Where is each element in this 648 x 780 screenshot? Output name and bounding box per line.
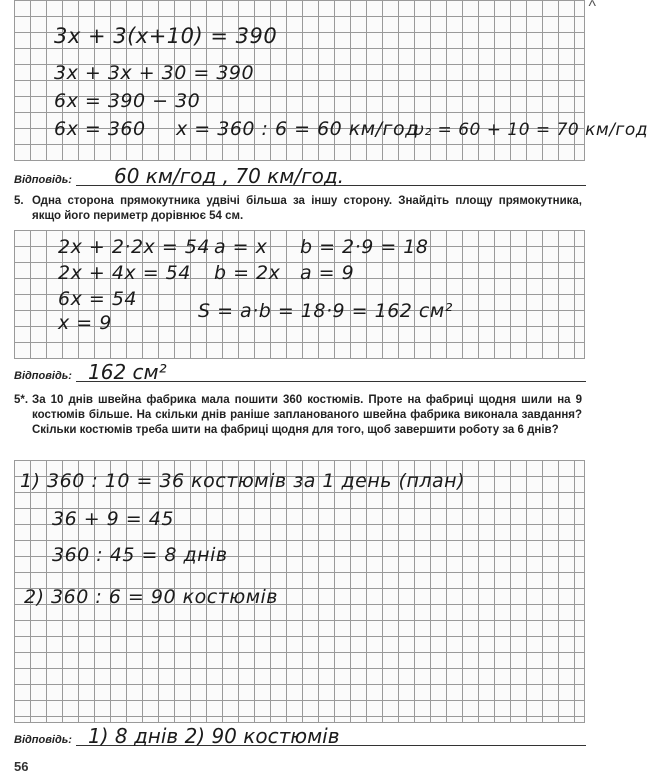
task5-line-6: b = 2x: [214, 262, 281, 284]
task-5star-text: За 10 днів швейна фабрика мала пошити 360 костюмів. Проте на фабриці щодня шили на 9 костюмів більше. На скільки днів раніше запланованого швейна фабрика виконала завдання? Скільки костюмів треба шити на фабриці щодня для того, щоб завершити роботу за 6 днів?: [32, 394, 582, 436]
task5-line-5: a = x: [214, 236, 268, 258]
answer-3: 1) 8 днів 2) 90 костюмів: [88, 724, 340, 748]
task-5-text: Одна сторона прямокутника удвічі більша за іншу сторону. Знайдіть площу прямокутника, якщо його периметр дорівнює 54 см.: [32, 195, 582, 222]
answer-label-1: Відповідь:: [14, 174, 72, 186]
task-5-number: 5.: [14, 195, 24, 207]
answer-label-2: Відповідь:: [14, 370, 72, 382]
corner-mark: ^: [588, 0, 596, 15]
task5star-line-1: 1) 360 : 10 = 36 костюмів за 1 день (план): [20, 470, 465, 492]
task5-line-8: a = 9: [300, 262, 355, 284]
block1-line-3: 6x = 390 − 30: [54, 90, 201, 112]
task5-line-9: S = a·b = 18·9 = 162 см²: [198, 300, 453, 322]
task5-line-7: b = 2·9 = 18: [300, 236, 429, 258]
answer-2: 162 см²: [88, 360, 167, 384]
task5-line-3: 6x = 54: [58, 288, 138, 310]
answer-row-1: [14, 162, 586, 188]
task-5star-number: 5*.: [14, 394, 29, 406]
block1-line-4: 6x = 360: [54, 118, 146, 140]
task5-line-2: 2x + 4x = 54: [58, 262, 191, 284]
task-5: [14, 194, 582, 226]
task5star-line-3: 360 : 45 = 8 днів: [52, 544, 228, 566]
task5-line-1: 2x + 2·2x = 54: [58, 236, 210, 258]
answer-row-3: [14, 722, 586, 748]
answer-label-3: Відповідь:: [14, 734, 72, 746]
block1-line-1: 3x + 3(x+10) = 390: [54, 24, 278, 48]
block1-line-5: x = 360 : 6 = 60 км/год: [176, 118, 419, 140]
task-5star: [14, 393, 582, 455]
answer-row-2: [14, 358, 586, 384]
block1-line-6: υ₂ = 60 + 10 = 70 км/год: [414, 120, 648, 140]
task5star-line-4: 2) 360 : 6 = 90 костюмів: [24, 586, 279, 608]
answer-1: 60 км/год , 70 км/год.: [114, 164, 344, 188]
page-number: 56: [14, 759, 29, 774]
task5star-line-2: 36 + 9 = 45: [52, 508, 174, 530]
block1-line-2: 3x + 3x + 30 = 390: [54, 62, 255, 84]
task5-line-4: x = 9: [58, 312, 112, 334]
